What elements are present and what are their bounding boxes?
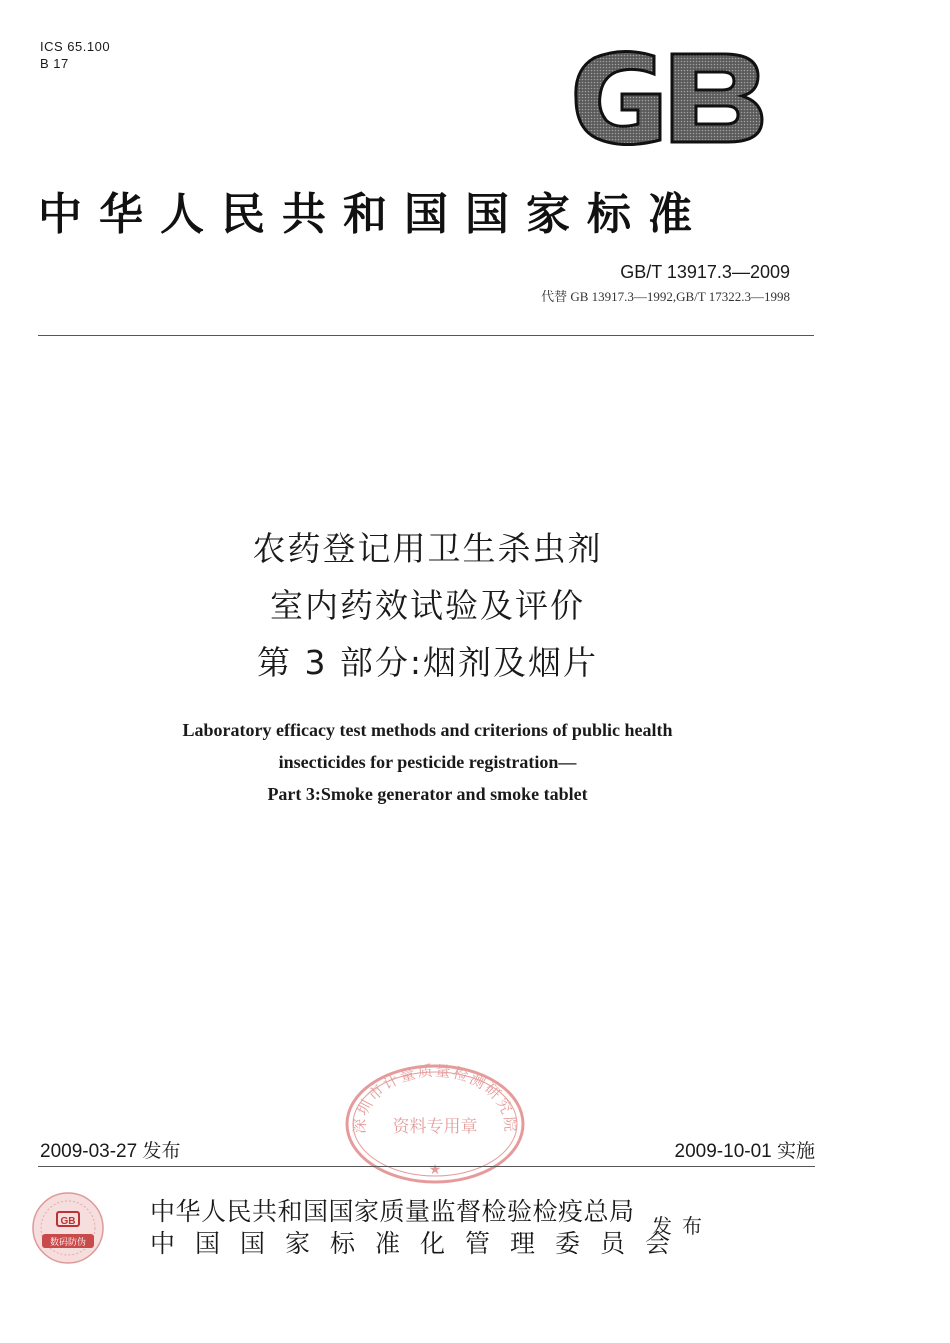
stamp-center-text: 资料专用章 xyxy=(392,1117,478,1137)
svg-text:GB: GB xyxy=(60,1216,76,1227)
seal-label: 数码防伪 xyxy=(49,1238,87,1248)
replaces-standards: 代替 GB 13917.3—1992,GB/T 17322.3—1998 xyxy=(541,289,790,304)
english-title-line-3: Part 3:Smoke generator and smoke tablet xyxy=(267,784,588,804)
issuer-org-1: 中华人民共和国国家质量监督检验检疫总局 xyxy=(150,1197,635,1226)
issue-date: 2009-03-27 发布 xyxy=(40,1141,181,1162)
publish-label: 发布 xyxy=(652,1214,712,1238)
issuer-org-2: 中国国家标准化管理委员会 xyxy=(150,1229,691,1258)
svg-text:★: ★ xyxy=(428,1162,442,1178)
chinese-title-line-2: 室内药效试验及评价 xyxy=(270,586,585,625)
english-title-line-1: Laboratory efficacy test methods and criterions of public health xyxy=(182,720,673,740)
ics-code: ICS 65.100 xyxy=(40,39,111,54)
stamp-ring-text: 深圳市计量质量检测研究院 xyxy=(350,1062,520,1135)
reference-stamp xyxy=(343,1062,527,1186)
national-standard-title: 中华人民共和国国家标准 xyxy=(38,189,709,240)
header-divider xyxy=(38,335,814,336)
english-title-line-2: insecticides for pesticide registration— xyxy=(278,752,577,772)
footer-divider xyxy=(38,1166,815,1167)
ccs-code: B 17 xyxy=(40,56,69,71)
implementation-date: 2009-10-01 实施 xyxy=(674,1141,815,1162)
classification-codes xyxy=(40,38,110,72)
chinese-title-line-1: 农药登记用卫生杀虫剂 xyxy=(252,529,603,568)
gb-logo xyxy=(572,48,764,148)
anti-counterfeit-seal xyxy=(30,1190,106,1266)
chinese-title-line-3: 第 3 部分:烟剂及烟片 xyxy=(256,643,599,682)
standard-number: GB/T 13917.3—2009 xyxy=(620,262,790,282)
